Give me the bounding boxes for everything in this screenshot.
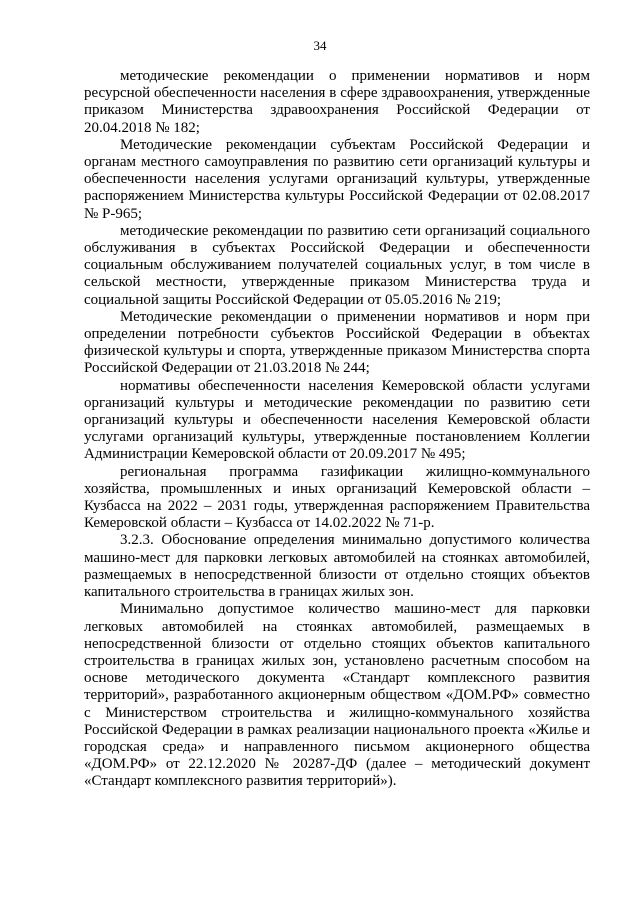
paragraph-8: Минимально допустимое количество машино-мест для парковки легковых автомобилей на стоянках автомобилей, размещаемых в непосредственной близости от отдельно стоящих объектов капитального строительства в границах жилых зон, установлено расчетным способом на основе методического документа «Стандарт комплексного развития территорий», разработанного акционерным обществом «ДОМ.РФ» совместно с Министерством строительства и жилищно-коммунального хозяйства Российской Федерации в рамках реализации национального проекта «Жилье и городская среда» и направленного письмом акционерного общества «ДОМ.РФ» от 22.12.2020 № 20287-ДФ (далее – методический документ «Стандарт комплексного развития территорий»). bbox=[84, 601, 590, 790]
section-heading-3-2-3: 3.2.3. Обоснование определения минимально допустимого количества машино-мест для парковки легковых автомобилей на стоянках автомобилей, размещаемых в непосредственной близости от отдельно стоящих объектов капитального строительства в границах жилых зон. bbox=[84, 532, 590, 601]
paragraph-6: региональная программа газификации жилищно-коммунального хозяйства, промышленных и иных организаций Кемеровской области – Кузбасса на 2022 – 2031 годы, утвержденная распоряжением Правительства Кемеровской области – Кузбасса от 14.02.2022 № 71-р. bbox=[84, 463, 590, 532]
paragraph-1: методические рекомендации о применении нормативов и норм ресурсной обеспеченности населения в сфере здравоохранения, утвержденные приказом Министерства здравоохранения Российской Федерации от 20.04.2018 № 182; bbox=[84, 68, 590, 136]
paragraph-2: Методические рекомендации субъектам Российской Федерации и органам местного самоуправления по развитию сети организаций культуры и обеспеченности населения услугами организаций культуры, утвержденные распоряжением Министерства культуры Российской Федерации от 02.08.2017 № Р-965; bbox=[84, 136, 590, 222]
paragraph-3: методические рекомендации по развитию сети организаций социального обслуживания в субъектах Российской Федерации и обеспеченности социальным обслуживанием получателей социальных услуг, в том числе в сельской местности, утвержденные приказом Министерства труда и социальной защиты Российской Федерации от 05.05.2016 № 219; bbox=[84, 222, 590, 308]
paragraph-5: нормативы обеспеченности населения Кемеровской области услугами организаций культуры и методические рекомендации по развитию сети организаций культуры и обеспеченности населения Кемеровской области услугами организаций культуры, утвержденные постановлением Коллегии Администрации Кемеровской области от 20.09.2017 № 495; bbox=[84, 377, 590, 463]
paragraph-4: Методические рекомендации о применении нормативов и норм при определении потребности субъектов Российской Федерации в объектах физической культуры и спорта, утвержденные приказом Министерства спорта Российской Федерации от 21.03.2018 № 244; bbox=[84, 308, 590, 377]
page-number: 34 bbox=[313, 38, 327, 53]
document-body bbox=[84, 68, 590, 791]
